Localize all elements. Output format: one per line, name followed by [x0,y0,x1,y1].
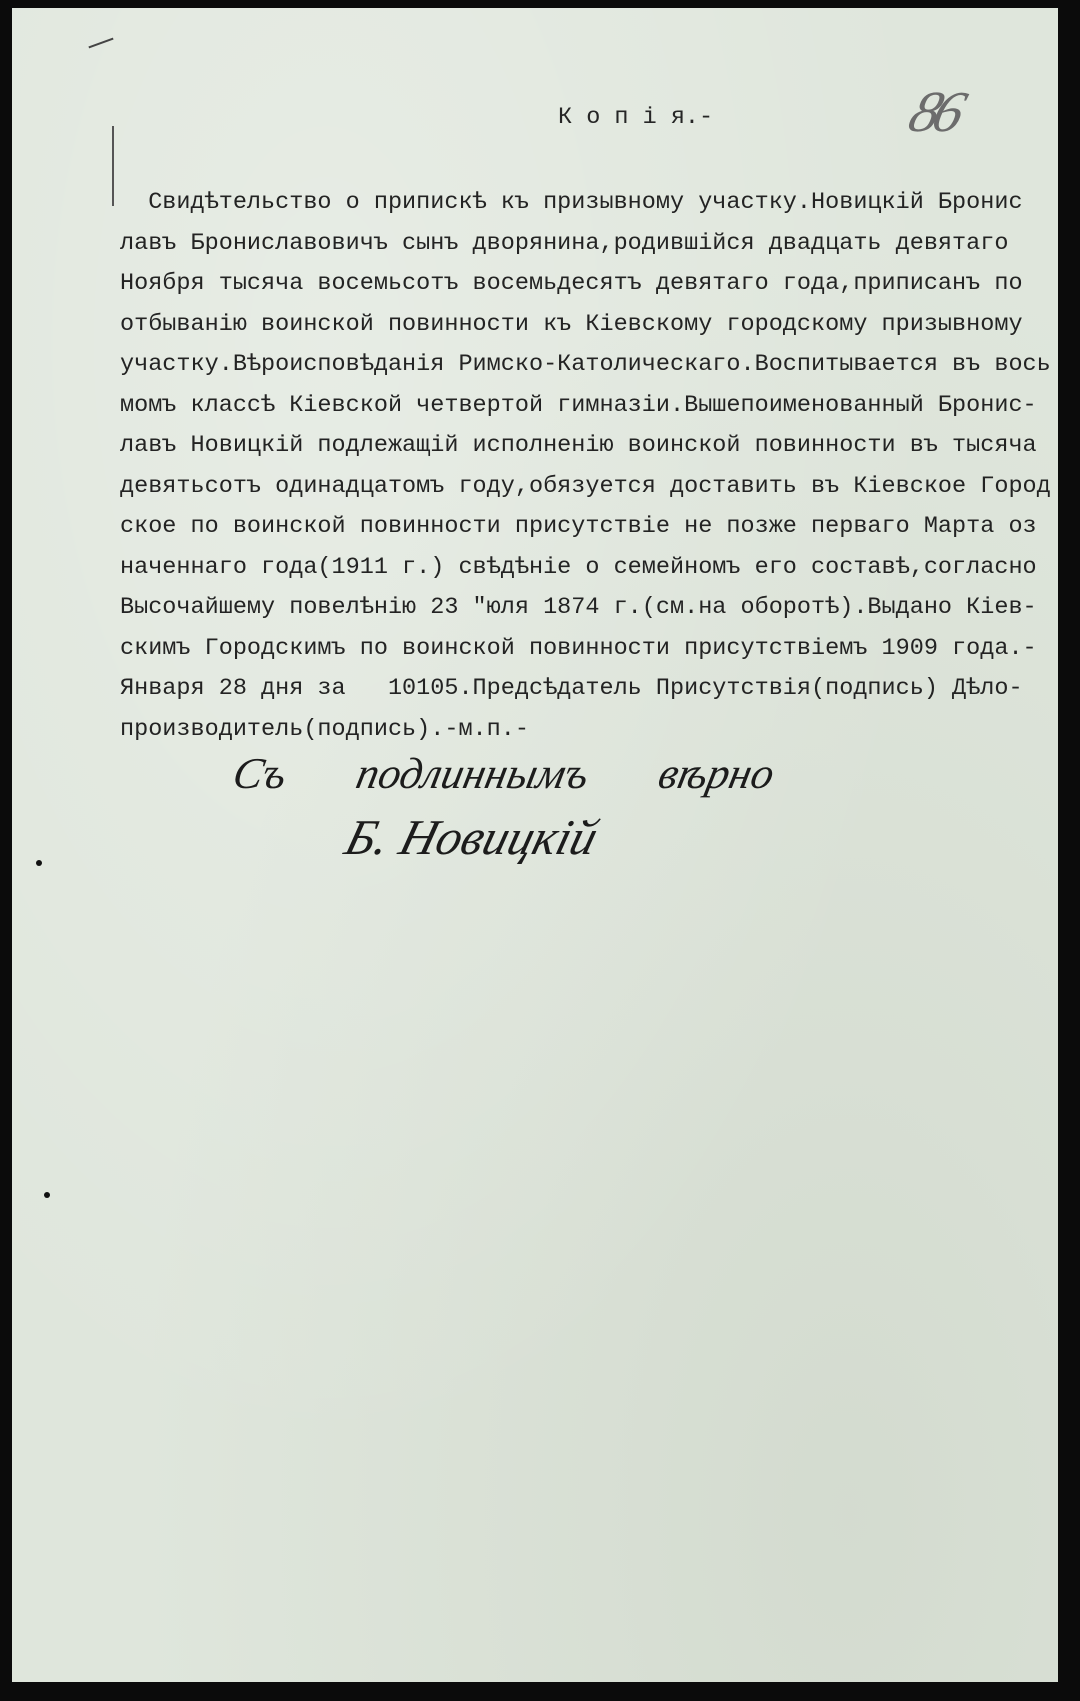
text-line: Ноября тысяча восемьсотъ восемьдесятъ девятаго года,приписанъ по [120,270,1023,297]
text-line: Января 28 дня за 10105.Предсѣдатель Присутствія(подпись) Дѣло- [120,675,1023,702]
punch-dot [36,860,42,866]
folio-number: 86 [901,79,969,144]
document-page [12,8,1058,1682]
text-line: наченнаго года(1911 г.) свѣдѣніе о семейномъ его составѣ,согласно [120,553,1037,581]
document-body [120,183,1051,750]
punch-dot [44,1192,50,1198]
text-line: лавъ Новицкій подлежащій исполненію воинской повинности въ тысяча [120,432,1037,459]
text-line: момъ классѣ Кіевской четвертой гимназіи.Вышепоименованный Бронис- [120,391,1037,419]
margin-mark [112,126,114,206]
text-line: производитель(подпись).-м.п.- [120,715,529,743]
document-title: К о п і я.- [558,104,714,131]
signature: Б. Новицкій [339,809,605,865]
text-line: девятьсотъ одинадцатомъ году,обязуется доставить въ Кіевское Город [120,472,1051,500]
text-line: лавъ Брониславовичъ сынъ дворянина,родившійся двадцать девятаго [120,229,1009,257]
text-line: участку.Вѣроисповѣданія Римско-Католическаго.Воспитывается въ вось [120,351,1051,378]
text-line: Свидѣтельство о припискѣ къ призывному участку.Новицкій Бронис [120,189,1023,216]
text-line: ское по воинской повинности присутствіе не позже перваго Марта оз [120,513,1037,540]
handwritten-certification: Съ подлиннымъ вѣрно [228,749,779,798]
text-line: скимъ Городскимъ по воинской повинности присутствіемъ 1909 года.- [120,634,1037,662]
text-line: Высочайшему повелѣнію 23 "юля 1874 г.(см.на оборотѣ).Выдано Кіев- [120,594,1037,621]
text-line: отбыванію воинской повинности къ Кіевскому городскому призывному [120,310,1023,338]
corner-mark [88,38,113,49]
